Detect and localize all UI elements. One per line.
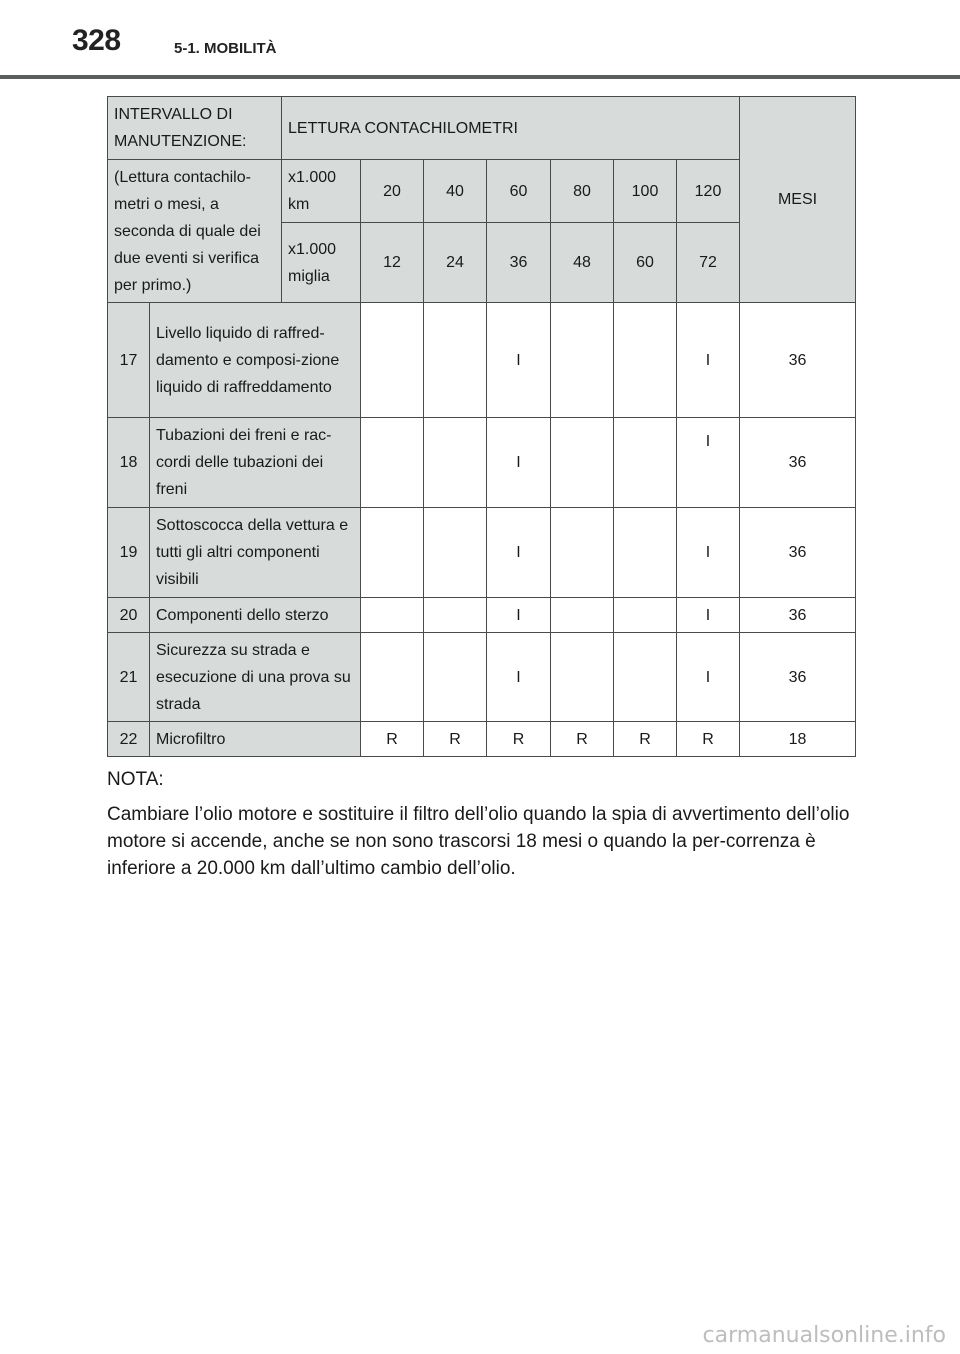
interval-label: INTERVALLO DI MANUTENZIONE:: [108, 97, 282, 160]
row-months: 36: [740, 508, 856, 598]
row-cell: [551, 633, 614, 722]
row-cell: I: [677, 598, 740, 633]
row-number: 22: [108, 722, 150, 757]
miles-value: 48: [551, 223, 614, 303]
row-cell: R: [424, 722, 487, 757]
row-number: 17: [108, 303, 150, 418]
watermark: carmanualsonline.info: [702, 1323, 946, 1348]
row-cell: [614, 598, 677, 633]
row-cell: [614, 508, 677, 598]
row-months: 36: [740, 633, 856, 722]
note-text: Cambiare l’olio motore e sostituire il filtro dell’olio quando la spia di avvertimento dell’olio motore si accende, anche se non sono trascorsi 18 mesi o quando la per-correnza è inferiore a 20.000 km dall’ultimo cambio dell’olio.: [107, 804, 850, 879]
row-cell: R: [614, 722, 677, 757]
row-cell: I: [487, 633, 551, 722]
miles-value: 72: [677, 223, 740, 303]
row-cell: [361, 303, 424, 418]
row-item: Microfiltro: [150, 722, 361, 757]
row-cell: [361, 598, 424, 633]
row-months: 18: [740, 722, 856, 757]
row-cell: I: [677, 633, 740, 722]
table-row: [108, 633, 856, 722]
km-unit: x1.000 km: [282, 160, 361, 223]
row-cell: [361, 633, 424, 722]
row-months: 36: [740, 303, 856, 418]
km-value: 20: [361, 160, 424, 223]
row-number: 20: [108, 598, 150, 633]
km-value: 100: [614, 160, 677, 223]
row-item: Livello liquido di raffred-damento e composi-zione liquido di raffreddamento: [150, 303, 361, 418]
row-item: Sottoscocca della vettura e tutti gli altri componenti visibili: [150, 508, 361, 598]
row-cell: I: [487, 598, 551, 633]
row-months: 36: [740, 598, 856, 633]
page-header: [0, 0, 960, 80]
odometer-label: LETTURA CONTACHILOMETRI: [282, 97, 740, 160]
table-row: [108, 722, 856, 757]
table-row: [108, 418, 856, 508]
section-title: 5-1. MOBILITÀ: [174, 40, 277, 57]
row-item: Sicurezza su strada e esecuzione di una prova su strada: [150, 633, 361, 722]
row-cell: I: [677, 418, 740, 508]
row-cell: [551, 303, 614, 418]
row-cell: [551, 508, 614, 598]
row-cell: R: [677, 722, 740, 757]
row-cell: [614, 303, 677, 418]
row-cell: [614, 418, 677, 508]
header-divider: [0, 75, 960, 79]
row-cell: [424, 508, 487, 598]
row-cell: [551, 418, 614, 508]
page-number: 328: [72, 24, 121, 57]
km-value: 120: [677, 160, 740, 223]
row-cell: I: [487, 418, 551, 508]
row-number: 21: [108, 633, 150, 722]
km-value: 40: [424, 160, 487, 223]
row-cell: [424, 598, 487, 633]
miles-value: 36: [487, 223, 551, 303]
months-label: MESI: [740, 97, 856, 303]
km-value: 60: [487, 160, 551, 223]
row-number: 18: [108, 418, 150, 508]
row-cell: [424, 303, 487, 418]
table-row: [108, 508, 856, 598]
interval-note: (Lettura contachilo-metri o mesi, a seconda di quale dei due eventi si verifica per primo.): [108, 160, 282, 303]
row-cell: I: [677, 508, 740, 598]
row-cell: R: [487, 722, 551, 757]
table-row: [108, 303, 856, 418]
row-item: Componenti dello sterzo: [150, 598, 361, 633]
row-cell: [551, 598, 614, 633]
row-cell: [361, 418, 424, 508]
row-months: 36: [740, 418, 856, 508]
note-section: [107, 766, 867, 890]
row-cell: I: [677, 303, 740, 418]
miles-value: 12: [361, 223, 424, 303]
km-value: 80: [551, 160, 614, 223]
miles-value: 24: [424, 223, 487, 303]
row-item: Tubazioni dei freni e rac-cordi delle tubazioni dei freni: [150, 418, 361, 508]
row-cell: I: [487, 303, 551, 418]
miles-unit: x1.000 miglia: [282, 223, 361, 303]
row-cell: [424, 633, 487, 722]
miles-value: 60: [614, 223, 677, 303]
row-cell: [361, 508, 424, 598]
row-cell: R: [361, 722, 424, 757]
maintenance-table: [107, 96, 856, 757]
note-title: NOTA:: [107, 769, 164, 790]
row-cell: I: [487, 508, 551, 598]
row-cell: [614, 633, 677, 722]
row-cell: [424, 418, 487, 508]
table-row: [108, 598, 856, 633]
row-cell: R: [551, 722, 614, 757]
row-number: 19: [108, 508, 150, 598]
